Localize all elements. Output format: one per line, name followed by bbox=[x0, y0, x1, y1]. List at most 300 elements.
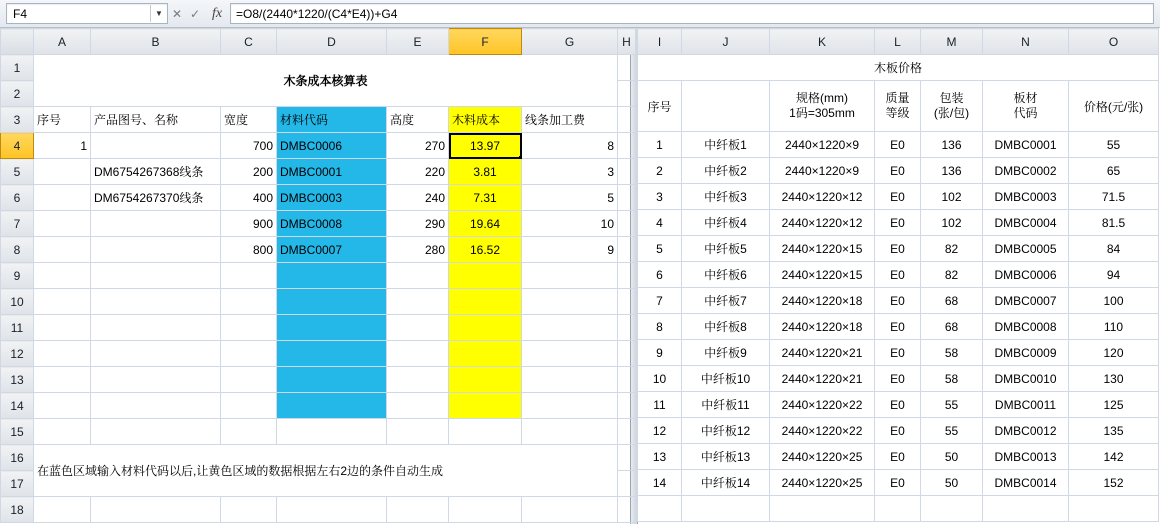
row-header-2[interactable]: 2 bbox=[1, 81, 34, 107]
row-header-3[interactable]: 3 bbox=[1, 107, 34, 133]
right-header-grade[interactable] bbox=[875, 81, 921, 132]
cell-o-price[interactable]: 152 bbox=[1069, 470, 1159, 496]
cell-m-pack[interactable]: 68 bbox=[921, 288, 983, 314]
cell-f15[interactable] bbox=[449, 419, 522, 445]
cell-b4-name[interactable] bbox=[91, 133, 221, 159]
cell-i-seq[interactable]: 8 bbox=[638, 314, 682, 340]
column-header-b[interactable]: B bbox=[91, 29, 221, 55]
cell-j-name[interactable]: 中纤板12 bbox=[682, 418, 770, 444]
cell-g11[interactable] bbox=[522, 315, 618, 341]
cell-f11[interactable] bbox=[449, 315, 522, 341]
cell-k-spec[interactable]: 2440×1220×12 bbox=[770, 210, 875, 236]
cell-c4-width[interactable]: 700 bbox=[221, 133, 277, 159]
cell-d12[interactable] bbox=[277, 341, 387, 367]
cell-g12[interactable] bbox=[522, 341, 618, 367]
table-row bbox=[638, 314, 1159, 340]
cell-a14[interactable] bbox=[34, 393, 91, 419]
cell-i-seq[interactable]: 4 bbox=[638, 210, 682, 236]
cell-d7-code[interactable]: DMBC0008 bbox=[277, 211, 387, 237]
header-width[interactable]: 宽度 bbox=[221, 107, 277, 133]
header-product[interactable]: 产品图号、名称 bbox=[91, 107, 221, 133]
column-header-i[interactable]: I bbox=[638, 29, 682, 55]
table-row bbox=[1, 289, 636, 315]
row-header-13[interactable]: 13 bbox=[1, 367, 34, 393]
cell-n-code[interactable]: DMBC0004 bbox=[983, 210, 1069, 236]
table-row bbox=[638, 444, 1159, 470]
cell-n-code[interactable]: DMBC0001 bbox=[983, 132, 1069, 158]
cell-g10[interactable] bbox=[522, 289, 618, 315]
column-header-n[interactable]: N bbox=[983, 29, 1069, 55]
header-material-code[interactable]: 材料代码 bbox=[277, 107, 387, 133]
cell-g4-fee[interactable]: 8 bbox=[522, 133, 618, 159]
column-header-d[interactable]: D bbox=[277, 29, 387, 55]
cell-m-pack[interactable]: 136 bbox=[921, 132, 983, 158]
cell-g15[interactable] bbox=[522, 419, 618, 445]
cell-j-name[interactable]: 中纤板6 bbox=[682, 262, 770, 288]
cell-i-seq[interactable]: 3 bbox=[638, 184, 682, 210]
header-processing-fee[interactable]: 线条加工费 bbox=[522, 107, 618, 133]
column-header-c[interactable]: C bbox=[221, 29, 277, 55]
cell-k-spec[interactable]: 2440×1220×9 bbox=[770, 132, 875, 158]
cell-n-code[interactable]: DMBC0014 bbox=[983, 470, 1069, 496]
cell-f6-cost[interactable]: 7.31 bbox=[449, 185, 522, 211]
cell-a13[interactable] bbox=[34, 367, 91, 393]
cell-d11[interactable] bbox=[277, 315, 387, 341]
cell-j-name[interactable]: 中纤板7 bbox=[682, 288, 770, 314]
cell-o-price[interactable]: 135 bbox=[1069, 418, 1159, 444]
cell-h1[interactable] bbox=[618, 55, 636, 81]
row-header-16[interactable]: 16 bbox=[1, 445, 34, 471]
cell-a15[interactable] bbox=[34, 419, 91, 445]
cell-o-price[interactable]: 125 bbox=[1069, 392, 1159, 418]
cell-i-seq[interactable]: 5 bbox=[638, 236, 682, 262]
cell-o-empty[interactable] bbox=[1069, 496, 1159, 522]
cell-n-code[interactable]: DMBC0006 bbox=[983, 262, 1069, 288]
cell-m-pack[interactable]: 50 bbox=[921, 444, 983, 470]
cell-e9[interactable] bbox=[387, 263, 449, 289]
cell-l-grade[interactable]: E0 bbox=[875, 184, 921, 210]
cell-k-empty[interactable] bbox=[770, 496, 875, 522]
cell-k-spec[interactable]: 2440×1220×21 bbox=[770, 366, 875, 392]
cell-o-price[interactable]: 71.5 bbox=[1069, 184, 1159, 210]
name-box-value: F4 bbox=[13, 6, 28, 21]
cell-d15[interactable] bbox=[277, 419, 387, 445]
cell-k-spec[interactable]: 2440×1220×9 bbox=[770, 158, 875, 184]
cell-h14[interactable] bbox=[618, 393, 636, 419]
cell-o-price[interactable]: 65 bbox=[1069, 158, 1159, 184]
sheet-title[interactable]: 木条成本核算表 bbox=[34, 55, 618, 107]
cell-f14[interactable] bbox=[449, 393, 522, 419]
cell-m-pack[interactable]: 82 bbox=[921, 236, 983, 262]
cell-f7-cost[interactable]: 19.64 bbox=[449, 211, 522, 237]
cell-m-pack[interactable]: 50 bbox=[921, 470, 983, 496]
table-row bbox=[638, 158, 1159, 184]
cell-e6-height[interactable]: 240 bbox=[387, 185, 449, 211]
cell-i-seq[interactable]: 6 bbox=[638, 262, 682, 288]
cell-d8-code[interactable]: DMBC0007 bbox=[277, 237, 387, 263]
cell-n-code[interactable]: DMBC0007 bbox=[983, 288, 1069, 314]
column-header-g[interactable]: G bbox=[522, 29, 618, 55]
cell-i-seq[interactable]: 11 bbox=[638, 392, 682, 418]
cell-b13[interactable] bbox=[91, 367, 221, 393]
cell-b10[interactable] bbox=[91, 289, 221, 315]
right-header-pack[interactable] bbox=[921, 81, 983, 132]
cell-c11[interactable] bbox=[221, 315, 277, 341]
cell-i-seq[interactable]: 12 bbox=[638, 418, 682, 444]
cell-e8-height[interactable]: 280 bbox=[387, 237, 449, 263]
cell-o-price[interactable]: 110 bbox=[1069, 314, 1159, 340]
spreadsheet-grid bbox=[0, 28, 1160, 524]
right-header-code-line1: 板材 bbox=[1013, 91, 1038, 105]
name-box[interactable] bbox=[6, 3, 168, 24]
cell-b14[interactable] bbox=[91, 393, 221, 419]
cell-c6-width[interactable]: 400 bbox=[221, 185, 277, 211]
cell-l-grade[interactable]: E0 bbox=[875, 418, 921, 444]
cell-h8[interactable] bbox=[618, 237, 636, 263]
cell-o-price[interactable]: 120 bbox=[1069, 340, 1159, 366]
function-icon[interactable]: fx bbox=[211, 5, 223, 21]
cell-k-spec[interactable]: 2440×1220×25 bbox=[770, 470, 875, 496]
cell-a18[interactable] bbox=[34, 497, 91, 523]
cell-m-empty[interactable] bbox=[921, 496, 983, 522]
cell-m-pack[interactable]: 102 bbox=[921, 184, 983, 210]
cell-i-seq[interactable]: 7 bbox=[638, 288, 682, 314]
column-header-j[interactable]: J bbox=[682, 29, 770, 55]
cell-n-code[interactable]: DMBC0010 bbox=[983, 366, 1069, 392]
cell-d5-code[interactable]: DMBC0001 bbox=[277, 159, 387, 185]
cancel-icon[interactable]: ✕ bbox=[171, 6, 183, 21]
row-header-9[interactable]: 9 bbox=[1, 263, 34, 289]
cell-f9[interactable] bbox=[449, 263, 522, 289]
cell-o-price[interactable]: 130 bbox=[1069, 366, 1159, 392]
cell-b15[interactable] bbox=[91, 419, 221, 445]
cell-h15[interactable] bbox=[618, 419, 636, 445]
cell-m-pack[interactable]: 55 bbox=[921, 392, 983, 418]
cell-f4-cost[interactable]: 13.97 bbox=[449, 133, 522, 159]
cell-a12[interactable] bbox=[34, 341, 91, 367]
row-header-11[interactable]: 11 bbox=[1, 315, 34, 341]
cell-c14[interactable] bbox=[221, 393, 277, 419]
cell-l-grade[interactable]: E0 bbox=[875, 340, 921, 366]
table-row bbox=[638, 418, 1159, 444]
table-row bbox=[638, 470, 1159, 496]
cell-g9[interactable] bbox=[522, 263, 618, 289]
cell-f10[interactable] bbox=[449, 289, 522, 315]
cell-h18[interactable] bbox=[618, 497, 636, 523]
cell-e15[interactable] bbox=[387, 419, 449, 445]
cell-n-code[interactable]: DMBC0012 bbox=[983, 418, 1069, 444]
cell-j-name[interactable]: 中纤板10 bbox=[682, 366, 770, 392]
right-header-price[interactable]: 价格(元/张) bbox=[1069, 81, 1159, 132]
cell-h16[interactable] bbox=[618, 445, 636, 471]
right-header-name[interactable] bbox=[682, 81, 770, 132]
column-header-l[interactable]: L bbox=[875, 29, 921, 55]
cell-e18[interactable] bbox=[387, 497, 449, 523]
table-row bbox=[638, 55, 1159, 81]
table-row bbox=[1, 315, 636, 341]
row-header-4[interactable]: 4 bbox=[1, 133, 34, 159]
cell-h13[interactable] bbox=[618, 367, 636, 393]
right-header-seq[interactable]: 序号 bbox=[638, 81, 682, 132]
cell-e5-height[interactable]: 220 bbox=[387, 159, 449, 185]
cell-n-code[interactable]: DMBC0011 bbox=[983, 392, 1069, 418]
cell-c18[interactable] bbox=[221, 497, 277, 523]
row-header-12[interactable]: 12 bbox=[1, 341, 34, 367]
cell-g14[interactable] bbox=[522, 393, 618, 419]
cell-g8-fee[interactable]: 9 bbox=[522, 237, 618, 263]
cell-o-price[interactable]: 81.5 bbox=[1069, 210, 1159, 236]
row-header-18[interactable]: 18 bbox=[1, 497, 34, 523]
cell-k-spec[interactable]: 2440×1220×22 bbox=[770, 418, 875, 444]
cell-i-seq[interactable]: 1 bbox=[638, 132, 682, 158]
right-header-pack-line2: (张/包) bbox=[933, 106, 970, 120]
cell-n-code[interactable]: DMBC0005 bbox=[983, 236, 1069, 262]
cell-c8-width[interactable]: 800 bbox=[221, 237, 277, 263]
column-header-o[interactable]: O bbox=[1069, 29, 1159, 55]
cell-f5-cost[interactable]: 3.81 bbox=[449, 159, 522, 185]
cell-b11[interactable] bbox=[91, 315, 221, 341]
row-header-14[interactable]: 14 bbox=[1, 393, 34, 419]
cell-j-name[interactable]: 中纤板8 bbox=[682, 314, 770, 340]
cell-e10[interactable] bbox=[387, 289, 449, 315]
row-header-1[interactable]: 1 bbox=[1, 55, 34, 81]
cell-n-code[interactable]: DMBC0002 bbox=[983, 158, 1069, 184]
row-header-10[interactable]: 10 bbox=[1, 289, 34, 315]
cell-k-spec[interactable]: 2440×1220×25 bbox=[770, 444, 875, 470]
table-row bbox=[1, 393, 636, 419]
cell-g13[interactable] bbox=[522, 367, 618, 393]
cell-e11[interactable] bbox=[387, 315, 449, 341]
cell-m-pack[interactable]: 136 bbox=[921, 158, 983, 184]
cell-c13[interactable] bbox=[221, 367, 277, 393]
cell-c15[interactable] bbox=[221, 419, 277, 445]
cell-h11[interactable] bbox=[618, 315, 636, 341]
cell-i-empty[interactable] bbox=[638, 496, 682, 522]
cell-b8-name[interactable] bbox=[91, 237, 221, 263]
cell-d14[interactable] bbox=[277, 393, 387, 419]
cell-j-name[interactable]: 中纤板13 bbox=[682, 444, 770, 470]
row-header-7[interactable]: 7 bbox=[1, 211, 34, 237]
cell-c12[interactable] bbox=[221, 341, 277, 367]
cell-l-grade[interactable]: E0 bbox=[875, 470, 921, 496]
cell-k-spec[interactable]: 2440×1220×21 bbox=[770, 340, 875, 366]
cell-j-empty[interactable] bbox=[682, 496, 770, 522]
header-seq[interactable]: 序号 bbox=[34, 107, 91, 133]
cell-h4[interactable] bbox=[618, 133, 636, 159]
row-header-17[interactable]: 17 bbox=[1, 471, 34, 497]
cell-j-name[interactable]: 中纤板4 bbox=[682, 210, 770, 236]
cell-n-code[interactable]: DMBC0009 bbox=[983, 340, 1069, 366]
table-row bbox=[638, 392, 1159, 418]
cell-m-pack[interactable]: 68 bbox=[921, 314, 983, 340]
table-row bbox=[1, 419, 636, 445]
cell-j-name[interactable]: 中纤板14 bbox=[682, 470, 770, 496]
table-row bbox=[1, 159, 636, 185]
cell-g18[interactable] bbox=[522, 497, 618, 523]
right-header-spec[interactable] bbox=[770, 81, 875, 132]
table-row bbox=[638, 262, 1159, 288]
cell-h2[interactable] bbox=[618, 81, 636, 107]
right-header-code[interactable] bbox=[983, 81, 1069, 132]
cell-a11[interactable] bbox=[34, 315, 91, 341]
cell-n-code[interactable]: DMBC0013 bbox=[983, 444, 1069, 470]
cell-n-code[interactable]: DMBC0003 bbox=[983, 184, 1069, 210]
cell-h17[interactable] bbox=[618, 471, 636, 497]
cell-c5-width[interactable]: 200 bbox=[221, 159, 277, 185]
cell-o-price[interactable]: 55 bbox=[1069, 132, 1159, 158]
cell-a8-seq[interactable] bbox=[34, 237, 91, 263]
right-pane-table bbox=[637, 28, 1159, 522]
right-header-spec-line2: 1码=305mm bbox=[789, 106, 855, 120]
cell-m-pack[interactable]: 58 bbox=[921, 340, 983, 366]
cell-e4-height[interactable]: 270 bbox=[387, 133, 449, 159]
cell-l-grade[interactable]: E0 bbox=[875, 366, 921, 392]
cell-o-price[interactable]: 84 bbox=[1069, 236, 1159, 262]
cell-n-empty[interactable] bbox=[983, 496, 1069, 522]
column-header-a[interactable]: A bbox=[34, 29, 91, 55]
cell-i-seq[interactable]: 14 bbox=[638, 470, 682, 496]
cell-o-price[interactable]: 100 bbox=[1069, 288, 1159, 314]
cell-f12[interactable] bbox=[449, 341, 522, 367]
cell-m-pack[interactable]: 82 bbox=[921, 262, 983, 288]
cell-d9[interactable] bbox=[277, 263, 387, 289]
cell-j-name[interactable]: 中纤板11 bbox=[682, 392, 770, 418]
cell-e13[interactable] bbox=[387, 367, 449, 393]
column-header-m[interactable]: M bbox=[921, 29, 983, 55]
cell-i-seq[interactable]: 10 bbox=[638, 366, 682, 392]
cell-d6-code[interactable]: DMBC0003 bbox=[277, 185, 387, 211]
cell-l-grade[interactable]: E0 bbox=[875, 158, 921, 184]
cell-k-spec[interactable]: 2440×1220×15 bbox=[770, 262, 875, 288]
cell-g5-fee[interactable]: 3 bbox=[522, 159, 618, 185]
cell-h5[interactable] bbox=[618, 159, 636, 185]
cell-k-spec[interactable]: 2440×1220×12 bbox=[770, 184, 875, 210]
cell-h7[interactable] bbox=[618, 211, 636, 237]
cell-h6[interactable] bbox=[618, 185, 636, 211]
cell-a7-seq[interactable] bbox=[34, 211, 91, 237]
formula-input[interactable]: =O8/(2440*1220/(C4*E4))+G4 bbox=[230, 3, 1154, 24]
table-row bbox=[638, 132, 1159, 158]
cell-d13[interactable] bbox=[277, 367, 387, 393]
cell-h3[interactable] bbox=[618, 107, 636, 133]
cell-c7-width[interactable]: 900 bbox=[221, 211, 277, 237]
cell-j-name[interactable]: 中纤板3 bbox=[682, 184, 770, 210]
cell-o-price[interactable]: 142 bbox=[1069, 444, 1159, 470]
cell-f18[interactable] bbox=[449, 497, 522, 523]
cell-b9[interactable] bbox=[91, 263, 221, 289]
table-row bbox=[1, 107, 636, 133]
select-all-corner[interactable] bbox=[1, 29, 34, 55]
cell-e7-height[interactable]: 290 bbox=[387, 211, 449, 237]
left-pane-table bbox=[0, 28, 636, 523]
cell-f8-cost[interactable]: 16.52 bbox=[449, 237, 522, 263]
cell-k-spec[interactable]: 2440×1220×18 bbox=[770, 314, 875, 340]
table-row bbox=[1, 367, 636, 393]
cell-g6-fee[interactable]: 5 bbox=[522, 185, 618, 211]
column-header-k[interactable]: K bbox=[770, 29, 875, 55]
cell-l-grade[interactable]: E0 bbox=[875, 444, 921, 470]
column-header-e[interactable]: E bbox=[387, 29, 449, 55]
cell-l-empty[interactable] bbox=[875, 496, 921, 522]
table-row bbox=[1, 211, 636, 237]
chevron-down-icon[interactable]: ▼ bbox=[150, 5, 167, 22]
cell-d10[interactable] bbox=[277, 289, 387, 315]
cell-c10[interactable] bbox=[221, 289, 277, 315]
cell-h9[interactable] bbox=[618, 263, 636, 289]
header-material-cost[interactable]: 木料成本 bbox=[449, 107, 522, 133]
cell-a5-seq[interactable] bbox=[34, 159, 91, 185]
cell-l-grade[interactable]: E0 bbox=[875, 392, 921, 418]
cell-j-name[interactable]: 中纤板9 bbox=[682, 340, 770, 366]
confirm-icon[interactable]: ✓ bbox=[189, 6, 201, 21]
cell-a9[interactable] bbox=[34, 263, 91, 289]
cell-e12[interactable] bbox=[387, 341, 449, 367]
cell-g7-fee[interactable]: 10 bbox=[522, 211, 618, 237]
cell-c9[interactable] bbox=[221, 263, 277, 289]
cell-l-grade[interactable]: E0 bbox=[875, 132, 921, 158]
table-row bbox=[1, 133, 636, 159]
cell-b7-name[interactable] bbox=[91, 211, 221, 237]
cell-d18[interactable] bbox=[277, 497, 387, 523]
row-header-15[interactable]: 15 bbox=[1, 419, 34, 445]
row-header-6[interactable]: 6 bbox=[1, 185, 34, 211]
row-header-5[interactable]: 5 bbox=[1, 159, 34, 185]
note-text[interactable]: 在蓝色区域输入材料代码以后,让黄色区域的数据根据左右2边的条件自动生成 bbox=[34, 445, 618, 497]
cell-o-price[interactable]: 94 bbox=[1069, 262, 1159, 288]
cell-k-spec[interactable]: 2440×1220×15 bbox=[770, 236, 875, 262]
column-header-row bbox=[638, 29, 1159, 55]
cell-b12[interactable] bbox=[91, 341, 221, 367]
cell-j-name[interactable]: 中纤板2 bbox=[682, 158, 770, 184]
cell-b5-name[interactable]: DM6754267368线条 bbox=[91, 159, 221, 185]
cell-b18[interactable] bbox=[91, 497, 221, 523]
cell-d4-code[interactable]: DMBC0006 bbox=[277, 133, 387, 159]
cell-l-grade[interactable]: E0 bbox=[875, 288, 921, 314]
column-header-f[interactable]: F bbox=[449, 29, 522, 55]
cell-l-grade[interactable]: E0 bbox=[875, 236, 921, 262]
column-header-h[interactable]: H bbox=[618, 29, 636, 55]
column-header-row bbox=[1, 29, 636, 55]
formula-bar bbox=[0, 0, 1160, 28]
cell-k-spec[interactable]: 2440×1220×18 bbox=[770, 288, 875, 314]
cell-b6-name[interactable]: DM6754267370线条 bbox=[91, 185, 221, 211]
cell-a6-seq[interactable] bbox=[34, 185, 91, 211]
cell-k-spec[interactable]: 2440×1220×22 bbox=[770, 392, 875, 418]
cell-n-code[interactable]: DMBC0008 bbox=[983, 314, 1069, 340]
cell-a10[interactable] bbox=[34, 289, 91, 315]
cell-l-grade[interactable]: E0 bbox=[875, 314, 921, 340]
cell-l-grade[interactable]: E0 bbox=[875, 262, 921, 288]
cell-m-pack[interactable]: 55 bbox=[921, 418, 983, 444]
cell-m-pack[interactable]: 102 bbox=[921, 210, 983, 236]
cell-j-name[interactable]: 中纤板1 bbox=[682, 132, 770, 158]
cell-i-seq[interactable]: 13 bbox=[638, 444, 682, 470]
header-height[interactable]: 高度 bbox=[387, 107, 449, 133]
table-row bbox=[638, 496, 1159, 522]
cell-h10[interactable] bbox=[618, 289, 636, 315]
cell-h12[interactable] bbox=[618, 341, 636, 367]
cell-f13[interactable] bbox=[449, 367, 522, 393]
cell-i-seq[interactable]: 2 bbox=[638, 158, 682, 184]
cell-m-pack[interactable]: 58 bbox=[921, 366, 983, 392]
row-header-8[interactable]: 8 bbox=[1, 237, 34, 263]
cell-a4-seq[interactable]: 1 bbox=[34, 133, 91, 159]
right-sheet-title[interactable]: 木板价格 bbox=[638, 55, 1159, 81]
cell-i-seq[interactable]: 9 bbox=[638, 340, 682, 366]
cell-l-grade[interactable]: E0 bbox=[875, 210, 921, 236]
cell-j-name[interactable]: 中纤板5 bbox=[682, 236, 770, 262]
cell-e14[interactable] bbox=[387, 393, 449, 419]
